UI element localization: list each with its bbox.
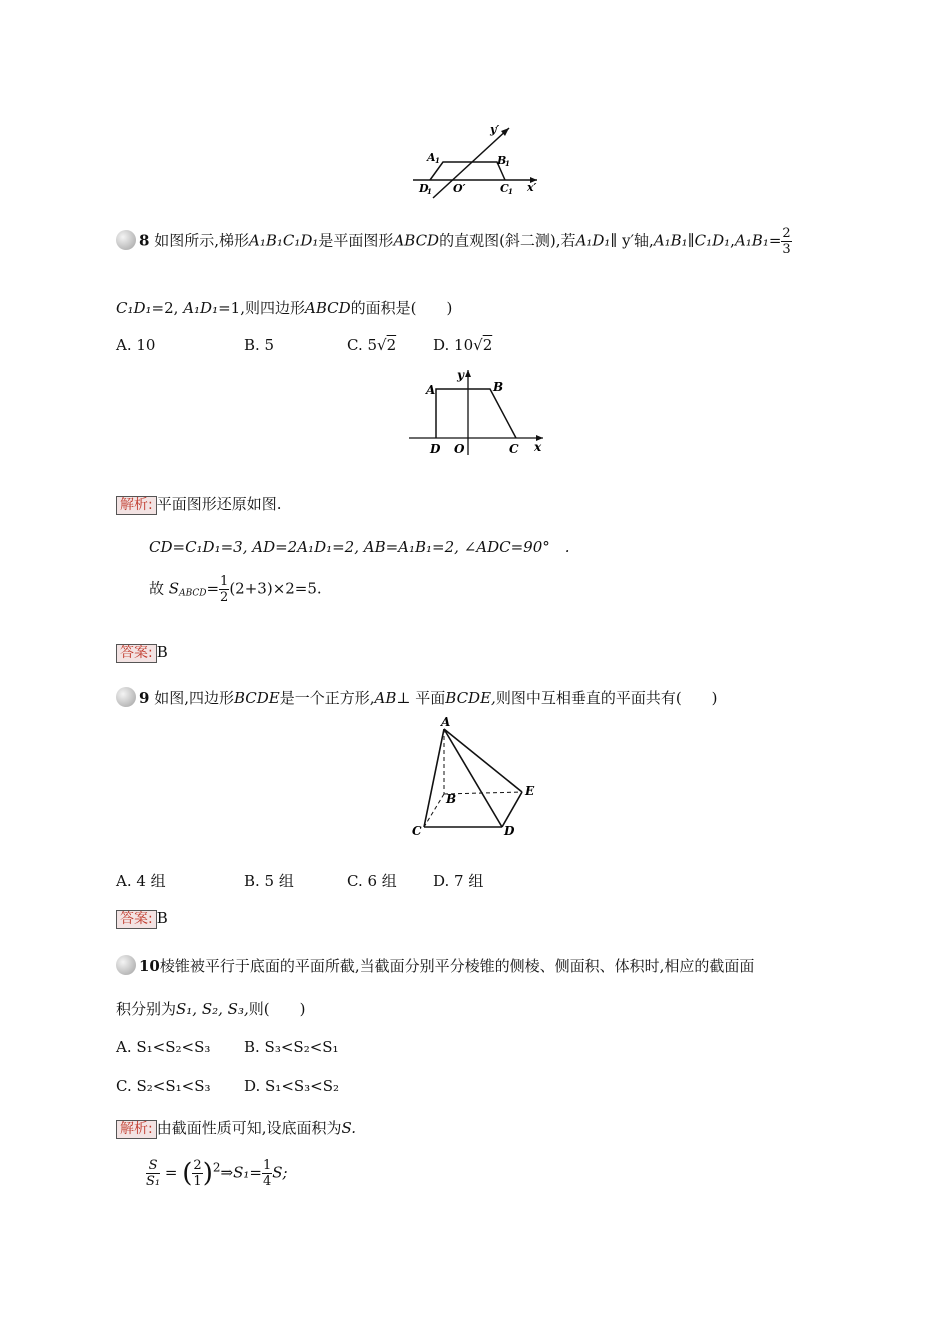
implies-arrow: ⇒ <box>220 1163 234 1182</box>
fraction-numerator: 2 <box>193 1158 202 1173</box>
sol8-fraction <box>219 574 229 605</box>
question-bullet-icon <box>116 687 136 707</box>
label-o-prime: O′ <box>453 182 466 195</box>
q8-line1 <box>116 226 792 257</box>
sol10-equals: = <box>249 1163 262 1182</box>
q9-text: ⊥ 平面 <box>396 689 446 707</box>
question-bullet-icon <box>116 230 136 250</box>
sol8-answer <box>116 643 168 663</box>
q10-line1 <box>116 955 754 977</box>
fraction-denominator: 1 <box>193 1174 202 1189</box>
q9-ab: AB <box>374 689 397 707</box>
sol10-formula <box>146 1158 288 1189</box>
analysis-tag: 解析: <box>116 1120 157 1139</box>
analysis-tag: 解析: <box>116 496 157 515</box>
q8-c1d1: C₁D₁ <box>116 299 152 317</box>
area-symbol: S <box>168 579 180 598</box>
q9-bcde: BCDE <box>234 689 280 707</box>
abcd-edges <box>436 389 516 438</box>
fraction-denominator: 4 <box>262 1174 272 1189</box>
option-text: D. 10 <box>433 336 474 354</box>
q8-c1d1: C₁D₁ <box>694 231 731 250</box>
q8-trap-name: A₁B₁C₁D₁ <box>249 231 319 250</box>
label-d1-sub: 1 <box>427 187 432 196</box>
q8-option-b[interactable]: B. 5 <box>244 336 275 354</box>
edge-ad <box>444 729 502 827</box>
q8-text: 是平面图形 <box>318 231 394 250</box>
q8-a1d1: A₁D₁ <box>575 231 611 250</box>
q10-line2 <box>116 998 305 1019</box>
answer-tag: 答案: <box>116 644 157 663</box>
sol8-text: 平面图形还原如图. <box>156 495 282 513</box>
label-c1: C <box>500 182 509 195</box>
radicand: 2 <box>482 336 493 354</box>
q8-text: 如图所示,梯形 <box>154 231 249 250</box>
q9-bcde: BCDE, <box>445 689 496 707</box>
label-a1: A <box>427 151 436 164</box>
label-d: D <box>504 824 515 838</box>
sol10-equals: = <box>164 1163 178 1182</box>
q10-text: 棱锥被平行于底面的平面所截,当截面分别平分棱锥的侧棱、侧面积、体积时,相应的截面面 <box>159 957 755 975</box>
q8-text: ∥ y′轴, <box>610 231 654 250</box>
label-a: A <box>426 383 436 397</box>
q9-text: 如图,四边形 <box>154 689 234 707</box>
label-x: x <box>534 440 542 454</box>
q8-text: =2, <box>151 299 179 317</box>
answer-tag: 答案: <box>116 910 157 929</box>
sol8-line2: CD=C₁D₁=3, AD=2A₁D₁=2, AB=A₁B₁=2, ∠ADC=90° . <box>149 538 570 556</box>
label-b: B <box>446 792 457 806</box>
label-o: O <box>454 442 465 456</box>
sol8-line3 <box>149 574 322 605</box>
q9-option-b[interactable]: B. 5 组 <box>244 872 294 890</box>
fraction-numerator: 1 <box>220 574 229 589</box>
q8-text: ∥ <box>687 231 695 250</box>
pyramid-figure <box>410 714 540 840</box>
right-paren: ) <box>202 1158 213 1189</box>
label-b1: B <box>497 154 507 167</box>
q8-abcd: ABCD <box>304 299 351 317</box>
label-y: y <box>457 368 464 382</box>
left-paren: ( <box>182 1158 193 1189</box>
q8-option-a[interactable]: A. 10 <box>116 336 156 354</box>
q10-text: 则( ) <box>248 1000 306 1018</box>
q8-text: =1,则四边形 <box>218 299 305 317</box>
fraction-denominator: S₁ <box>146 1174 161 1189</box>
q8-text: , <box>730 231 735 250</box>
q8-option-c[interactable] <box>347 336 396 354</box>
label-y-prime: y′ <box>490 123 500 136</box>
label-a: A <box>441 715 451 729</box>
q8-a1b1: A₁B₁ <box>734 231 769 250</box>
q8-fraction <box>781 226 791 257</box>
sol10-fraction-ratio <box>192 1158 202 1189</box>
fraction-denominator: 3 <box>782 242 791 257</box>
sol10-fraction-s <box>146 1158 160 1189</box>
q9-option-c[interactable]: C. 6 组 <box>347 872 397 890</box>
q9-number: 9 <box>139 689 150 707</box>
label-d: D <box>430 442 441 456</box>
sqrt-sign: √ <box>377 336 387 354</box>
sqrt-sign: √ <box>473 336 483 354</box>
label-e: E <box>525 784 535 798</box>
sol8-text: 故 <box>149 579 165 598</box>
q10-option-b[interactable]: B. S₃<S₂<S₁ <box>244 1038 339 1056</box>
radicand: 2 <box>386 336 397 354</box>
q8-a1b1: A₁B₁ <box>653 231 688 250</box>
q8-abcd: ABCD <box>393 231 440 250</box>
sol10-fraction-quarter <box>262 1158 272 1189</box>
sol8-text: (2+3)×2=5. <box>229 579 322 598</box>
q8-a1d1: A₁D₁ <box>183 299 219 317</box>
sol8-equals: = <box>206 579 220 598</box>
q9-option-a[interactable]: A. 4 组 <box>116 872 166 890</box>
label-b: B <box>493 380 504 394</box>
edge-de <box>502 792 522 827</box>
fraction-denominator: 2 <box>220 590 229 605</box>
trapezoid-figure <box>405 118 545 200</box>
q9-text: 则图中互相垂直的平面共有( ) <box>495 689 718 707</box>
q8-line2 <box>116 297 452 318</box>
q10-option-c[interactable]: C. S₂<S₁<S₃ <box>116 1077 211 1095</box>
q8-equals: = <box>768 231 782 250</box>
sol10-line1 <box>116 1117 356 1139</box>
question-bullet-icon <box>116 955 136 975</box>
y-axis-arrow <box>465 370 471 377</box>
answer-value: B <box>156 909 168 927</box>
q10-option-d[interactable]: D. S₁<S₃<S₂ <box>244 1077 340 1095</box>
q10-symbols: S₁, S₂, S₃, <box>176 1000 249 1018</box>
q8-text: 的直观图(斜二测),若 <box>439 231 576 250</box>
q9-option-d[interactable]: D. 7 组 <box>433 872 484 890</box>
area-subscript: ABCD <box>179 588 207 599</box>
label-c1-sub: 1 <box>508 187 513 196</box>
q10-text: 积分别为 <box>116 1000 177 1018</box>
abcd-figure <box>405 365 550 457</box>
exponent: 2 <box>212 1160 221 1175</box>
sol10-text: 由截面性质可知,设底面积为 <box>156 1119 342 1137</box>
label-c: C <box>412 824 422 838</box>
q8-option-d[interactable] <box>433 336 492 354</box>
q9-line1 <box>116 687 718 709</box>
q10-option-a[interactable]: A. S₁<S₂<S₃ <box>116 1038 211 1056</box>
label-d1: D <box>419 182 429 195</box>
q9-answer <box>116 909 168 929</box>
edge-ae <box>444 729 522 792</box>
label-x-prime: x′ <box>527 181 537 194</box>
trapezoid-edges <box>430 162 505 180</box>
q10-number: 10 <box>139 957 160 975</box>
fraction-numerator: 2 <box>782 226 791 241</box>
sol10-s1: S₁ <box>233 1163 250 1182</box>
sol10-symbol: S. <box>341 1119 357 1137</box>
edge-ac <box>424 729 444 827</box>
sol8-line1 <box>116 493 282 515</box>
q8-text: 的面积是( ) <box>350 299 453 317</box>
fraction-numerator: 1 <box>262 1158 272 1173</box>
label-b1-sub: 1 <box>505 159 510 168</box>
answer-value: B <box>156 643 168 661</box>
label-a1-sub: 1 <box>435 156 440 165</box>
q8-number: 8 <box>139 231 150 250</box>
sol10-text: S; <box>272 1163 288 1182</box>
q9-text: 是一个正方形, <box>279 689 375 707</box>
fraction-numerator: S <box>146 1158 160 1174</box>
option-text: C. 5 <box>347 336 378 354</box>
label-c: C <box>509 442 519 456</box>
